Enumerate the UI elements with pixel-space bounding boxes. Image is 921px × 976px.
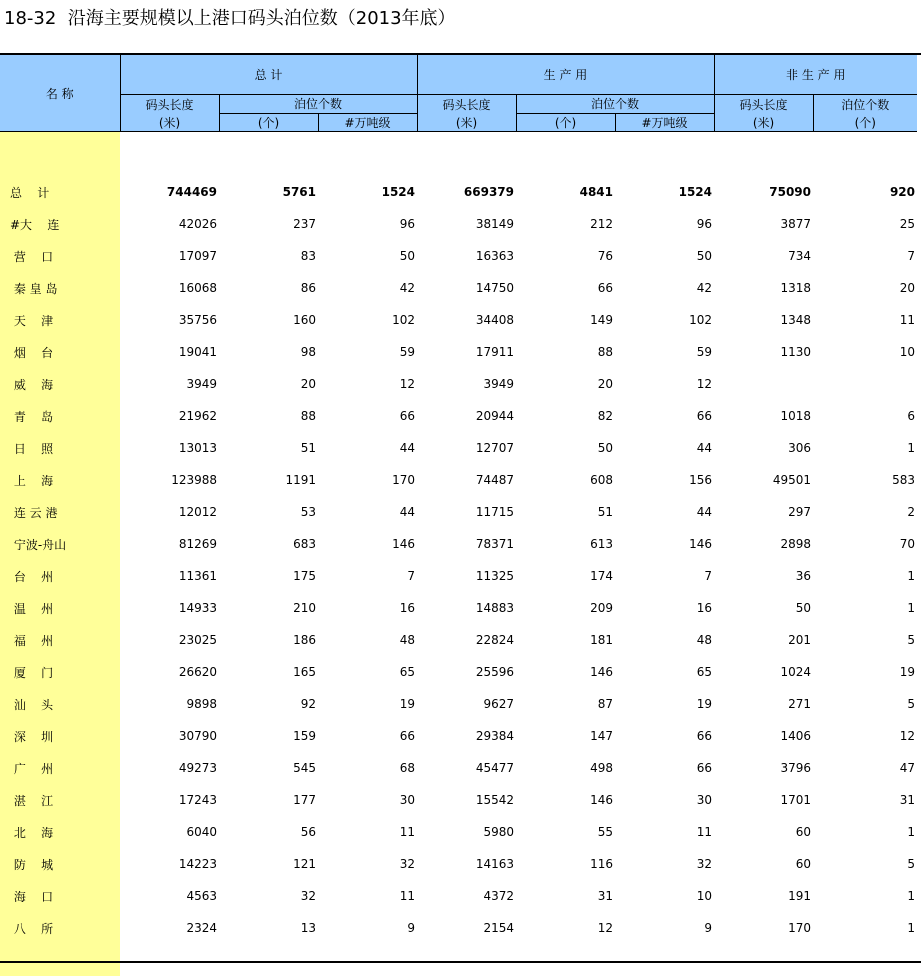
table-row: [0, 848, 917, 880]
header-length: 码头长度: [120, 95, 219, 114]
table-row: [0, 496, 917, 528]
table-cell: 149: [590, 313, 613, 327]
table-cell: 156: [689, 473, 712, 487]
header-name: 名 称: [0, 55, 120, 132]
port-name: 温 州: [0, 592, 120, 624]
header-berths-unit: (个): [516, 113, 615, 132]
table-cell: 583: [892, 473, 915, 487]
table-cell: 32: [696, 857, 712, 871]
table-cell: 14163: [475, 857, 514, 871]
total-row: [0, 176, 917, 208]
table-cell: 1: [907, 569, 915, 583]
table-cell: 31: [597, 889, 613, 903]
port-name: 福 州: [0, 624, 120, 656]
table-cell: 16363: [475, 249, 514, 263]
table-row: [0, 208, 917, 240]
port-name: 广 州: [0, 752, 120, 784]
table-cell: 44: [696, 441, 712, 455]
table-row: [0, 400, 917, 432]
header-over10k: #万吨级: [318, 113, 417, 132]
table-cell: 12707: [475, 441, 514, 455]
table-cell: 53: [300, 505, 316, 519]
table-cell: 29384: [475, 729, 514, 743]
table-cell: 209: [590, 601, 613, 615]
table-cell: 11325: [475, 569, 514, 583]
table-cell: 82: [597, 409, 613, 423]
table-cell: 4841: [579, 185, 613, 199]
port-name: #大 连: [0, 208, 120, 240]
table-cell: 1024: [780, 665, 811, 679]
table-cell: 1524: [381, 185, 415, 199]
table-cell: 9898: [186, 697, 217, 711]
table-cell: 297: [788, 505, 811, 519]
header-group-production: 生 产 用: [417, 55, 714, 95]
table-row: [0, 592, 917, 624]
table-cell: 147: [590, 729, 613, 743]
port-name: 上 海: [0, 464, 120, 496]
table-cell: 44: [399, 505, 415, 519]
table-cell: 78371: [475, 537, 514, 551]
table-cell: 23025: [178, 633, 217, 647]
table-cell: 49273: [178, 761, 217, 775]
table-row: [0, 368, 917, 400]
table-cell: 45477: [475, 761, 514, 775]
table-cell: 88: [597, 345, 613, 359]
table-cell: 30790: [178, 729, 217, 743]
table-cell: 1: [907, 441, 915, 455]
table-cell: 14223: [178, 857, 217, 871]
table-cell: 86: [300, 281, 316, 295]
port-name: 海 口: [0, 880, 120, 912]
table-cell: 116: [590, 857, 613, 871]
table-cell: 96: [696, 217, 712, 231]
table-cell: 1406: [780, 729, 811, 743]
header-length: 码头长度: [417, 95, 516, 114]
port-name: 厦 门: [0, 656, 120, 688]
table-cell: 60: [795, 825, 811, 839]
table-cell: 14883: [475, 601, 514, 615]
table-bottom-border: [0, 961, 921, 963]
header-berths: 泊位个数: [219, 95, 417, 114]
table-cell: 613: [590, 537, 613, 551]
table-cell: 744469: [166, 185, 217, 199]
table-cell: 160: [293, 313, 316, 327]
table-cell: 608: [590, 473, 613, 487]
table-cell: 1: [907, 601, 915, 615]
table-cell: 2324: [186, 921, 217, 935]
table-cell: 65: [399, 665, 415, 679]
table-cell: 186: [293, 633, 316, 647]
table-cell: 1348: [780, 313, 811, 327]
header-berths-unit: (个): [219, 113, 318, 132]
table-cell: 32: [300, 889, 316, 903]
table-cell: 669379: [463, 185, 514, 199]
table-cell: 11: [399, 889, 415, 903]
table-cell: 13013: [178, 441, 217, 455]
table-cell: 1: [907, 889, 915, 903]
port-name: 宁波-舟山: [0, 528, 120, 560]
table-cell: 66: [696, 761, 712, 775]
table-cell: 74487: [475, 473, 514, 487]
table-cell: 66: [597, 281, 613, 295]
table-cell: 50: [795, 601, 811, 615]
table-cell: 20: [597, 377, 613, 391]
table-cell: 174: [590, 569, 613, 583]
header-over10k: #万吨级: [615, 113, 714, 132]
table-cell: 70: [899, 537, 915, 551]
table-cell: 98: [300, 345, 316, 359]
header-length: 码头长度: [714, 95, 813, 114]
table-cell: 3796: [780, 761, 811, 775]
header-group-nonproduction: 非 生 产 用: [714, 55, 917, 95]
table-cell: 181: [590, 633, 613, 647]
table-cell: 51: [300, 441, 316, 455]
table-cell: 44: [399, 441, 415, 455]
header-length-unit: (米): [120, 113, 219, 132]
table-cell: 123988: [171, 473, 217, 487]
table-cell: 75090: [769, 185, 811, 199]
table-cell: 2898: [780, 537, 811, 551]
table-row: [0, 688, 917, 720]
table-cell: 3877: [780, 217, 811, 231]
table-row: [0, 432, 917, 464]
table-cell: 6: [907, 409, 915, 423]
table-cell: 1: [907, 825, 915, 839]
table-cell: 12012: [178, 505, 217, 519]
table-cell: 13: [300, 921, 316, 935]
table-cell: 191: [788, 889, 811, 903]
port-name: 天 津: [0, 304, 120, 336]
table-cell: 201: [788, 633, 811, 647]
table-row: [0, 272, 917, 304]
table-cell: 47: [899, 761, 915, 775]
table-cell: 3949: [186, 377, 217, 391]
table-cell: 1018: [780, 409, 811, 423]
header-group-total: 总 计: [120, 55, 417, 95]
table-cell: 1318: [780, 281, 811, 295]
table-cell: 14933: [178, 601, 217, 615]
table-cell: 271: [788, 697, 811, 711]
table-cell: 210: [293, 601, 316, 615]
table-cell: 2: [907, 505, 915, 519]
table-cell: 11: [899, 313, 915, 327]
table-cell: 545: [293, 761, 316, 775]
port-name: 北 海: [0, 816, 120, 848]
table-cell: 31: [899, 793, 915, 807]
table-cell: 26620: [178, 665, 217, 679]
table-cell: 30: [399, 793, 415, 807]
table-cell: 25596: [475, 665, 514, 679]
port-name: 连 云 港: [0, 496, 120, 528]
table-cell: 177: [293, 793, 316, 807]
table-cell: 10: [696, 889, 712, 903]
table-cell: 9: [407, 921, 415, 935]
table-cell: 920: [889, 185, 915, 199]
table-cell: 66: [696, 409, 712, 423]
table-cell: 7: [704, 569, 712, 583]
berth-table: [0, 55, 917, 976]
port-name: 烟 台: [0, 336, 120, 368]
table-cell: 734: [788, 249, 811, 263]
table-cell: 5: [907, 633, 915, 647]
table-cell: 11361: [178, 569, 217, 583]
table-cell: 146: [392, 537, 415, 551]
table-cell: 12: [899, 729, 915, 743]
table-cell: 60: [795, 857, 811, 871]
table-cell: 498: [590, 761, 613, 775]
table-cell: 50: [399, 249, 415, 263]
header-length-unit: (米): [417, 113, 516, 132]
table-cell: 165: [293, 665, 316, 679]
table-cell: 81269: [178, 537, 217, 551]
table-cell: 42026: [178, 217, 217, 231]
table-cell: 12: [399, 377, 415, 391]
table-cell: 1: [907, 921, 915, 935]
port-name: 台 州: [0, 560, 120, 592]
table-row: [0, 720, 917, 752]
table-cell: 50: [696, 249, 712, 263]
port-name: 湛 江: [0, 784, 120, 816]
table-row: [0, 304, 917, 336]
table-cell: 1191: [285, 473, 316, 487]
table-cell: 20: [899, 281, 915, 295]
table-cell: 66: [399, 729, 415, 743]
table-row: [0, 560, 917, 592]
table-cell: 146: [590, 665, 613, 679]
table-cell: 1130: [780, 345, 811, 359]
port-name: 威 海: [0, 368, 120, 400]
table-cell: 16: [399, 601, 415, 615]
table-row: [0, 816, 917, 848]
table-cell: 11: [696, 825, 712, 839]
table-cell: 306: [788, 441, 811, 455]
table-cell: 59: [399, 345, 415, 359]
table-row: [0, 464, 917, 496]
table-cell: 34408: [475, 313, 514, 327]
table-cell: 146: [689, 537, 712, 551]
table-cell: 19: [399, 697, 415, 711]
table-cell: 83: [300, 249, 316, 263]
table-cell: 12: [696, 377, 712, 391]
table-cell: 36: [795, 569, 811, 583]
table-cell: 683: [293, 537, 316, 551]
table-cell: 14750: [475, 281, 514, 295]
table-cell: 159: [293, 729, 316, 743]
table-cell: 21962: [178, 409, 217, 423]
table-cell: 102: [689, 313, 712, 327]
port-name: 防 城: [0, 848, 120, 880]
table-cell: 48: [696, 633, 712, 647]
header-berths: 泊位个数: [813, 95, 917, 114]
table-cell: 12: [597, 921, 613, 935]
table-cell: 59: [696, 345, 712, 359]
table-cell: 170: [788, 921, 811, 935]
table-cell: 42: [399, 281, 415, 295]
table-cell: 55: [597, 825, 613, 839]
table-cell: 11: [399, 825, 415, 839]
table-row: [0, 656, 917, 688]
table-cell: 56: [300, 825, 316, 839]
header-length-unit: (米): [714, 113, 813, 132]
table-cell: 48: [399, 633, 415, 647]
table-row: [0, 336, 917, 368]
table-cell: 51: [597, 505, 613, 519]
table-cell: 38149: [475, 217, 514, 231]
table-row: [0, 784, 917, 816]
table-cell: 25: [899, 217, 915, 231]
port-name: 深 圳: [0, 720, 120, 752]
port-name: 日 照: [0, 432, 120, 464]
table-cell: 66: [399, 409, 415, 423]
table-row: [0, 240, 917, 272]
table-cell: 5: [907, 697, 915, 711]
table-cell: 19: [696, 697, 712, 711]
table-cell: 9627: [483, 697, 514, 711]
table-cell: 5980: [483, 825, 514, 839]
table-row: [0, 912, 917, 944]
table-cell: 170: [392, 473, 415, 487]
table-cell: 121: [293, 857, 316, 871]
table-cell: 5761: [282, 185, 316, 199]
table-cell: 11715: [475, 505, 514, 519]
table-cell: 4563: [186, 889, 217, 903]
table-cell: 17097: [178, 249, 217, 263]
table-cell: 7: [907, 249, 915, 263]
table-cell: 2154: [483, 921, 514, 935]
table-cell: 175: [293, 569, 316, 583]
table-cell: 16: [696, 601, 712, 615]
table-cell: 7: [407, 569, 415, 583]
header-berths-unit: (个): [813, 113, 917, 132]
table-cell: 92: [300, 697, 316, 711]
table-cell: 102: [392, 313, 415, 327]
table-cell: 76: [597, 249, 613, 263]
table-cell: 10: [899, 345, 915, 359]
table-cell: 88: [300, 409, 316, 423]
table-cell: 146: [590, 793, 613, 807]
table-cell: 3949: [483, 377, 514, 391]
table-cell: 17243: [178, 793, 217, 807]
table-cell: 49501: [772, 473, 811, 487]
table-cell: 15542: [475, 793, 514, 807]
table-cell: 35756: [178, 313, 217, 327]
table-cell: 20: [300, 377, 316, 391]
table-cell: 66: [696, 729, 712, 743]
port-name: 汕 头: [0, 688, 120, 720]
header-berths: 泊位个数: [516, 95, 714, 114]
table-cell: 96: [399, 217, 415, 231]
port-name: 八 所: [0, 912, 120, 944]
table-cell: 1524: [678, 185, 712, 199]
table-cell: 44: [696, 505, 712, 519]
table-cell: 17911: [475, 345, 514, 359]
table-cell: 68: [399, 761, 415, 775]
port-name: 秦 皇 岛: [0, 272, 120, 304]
table-cell: 32: [399, 857, 415, 871]
table-cell: 1701: [780, 793, 811, 807]
table-row: [0, 880, 917, 912]
table-cell: 19: [899, 665, 915, 679]
table-cell: 87: [597, 697, 613, 711]
table-row: [0, 624, 917, 656]
table-cell: 237: [293, 217, 316, 231]
table-cell: 20944: [475, 409, 514, 423]
table-cell: 9: [704, 921, 712, 935]
table-cell: [714, 368, 813, 400]
table-cell: 19041: [178, 345, 217, 359]
port-name: 青 岛: [0, 400, 120, 432]
page-title: 18-32 沿海主要规模以上港口码头泊位数（2013年底）: [4, 8, 456, 29]
table-cell: 212: [590, 217, 613, 231]
table-cell: 4372: [483, 889, 514, 903]
port-name: 总 计: [0, 176, 120, 208]
port-name: 营 口: [0, 240, 120, 272]
table-cell: 30: [696, 793, 712, 807]
table-cell: 16068: [178, 281, 217, 295]
table-cell: 50: [597, 441, 613, 455]
table-cell: 65: [696, 665, 712, 679]
table-cell: [813, 368, 917, 400]
table-cell: 42: [696, 281, 712, 295]
table-cell: 5: [907, 857, 915, 871]
table-cell: 22824: [475, 633, 514, 647]
table-cell: 6040: [186, 825, 217, 839]
table-row: [0, 528, 917, 560]
table-row: [0, 752, 917, 784]
